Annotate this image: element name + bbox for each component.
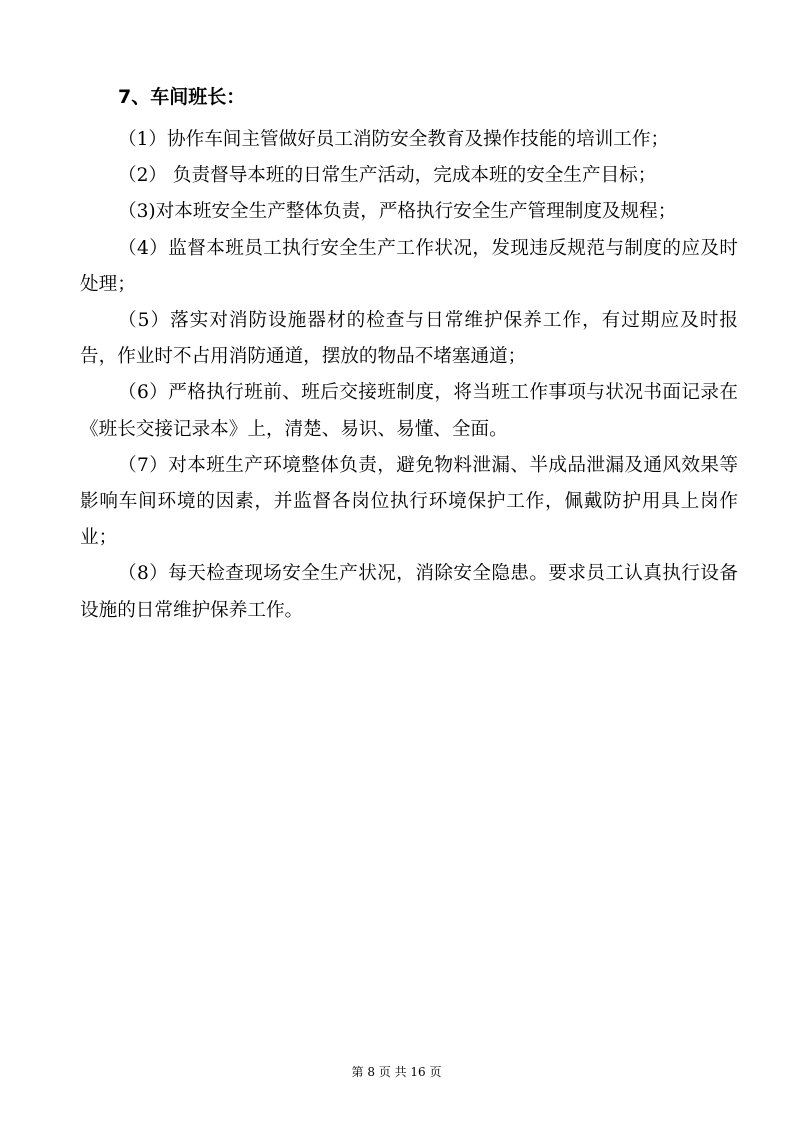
paragraph-7: （7）对本班生产环境整体负责，避免物料泄漏、半成品泄漏及通风效果等影响车间环境的因素，并监督各岗位执行环境保护工作，佩戴防护用具上岗作业；: [80, 454, 738, 549]
page-number-footer: 第 8 页 共 16 页: [351, 1065, 442, 1079]
paragraph-8: （8）每天检查现场安全生产状况，消除安全隐患。要求员工认真执行设备设施的日常维护保养工作。: [80, 563, 738, 621]
section-heading: 7、车间班长：: [118, 86, 246, 108]
document-body: [80, 84, 738, 629]
paragraph-4: （4）监督本班员工执行安全生产工作状况，发现违反规范与制度的应及时处理；: [80, 237, 738, 295]
paragraph-6: （6）严格执行班前、班后交接班制度，将当班工作事项与状况书面记录在《班长交接记录本》上，清楚、易识、易懂、全面。: [80, 382, 738, 440]
paragraph-1: （1）协作车间主管做好员工消防安全教育及操作技能的培训工作；: [118, 129, 670, 150]
paragraph-5: （5）落实对消防设施器材的检查与日常维护保养工作，有过期应及时报告，作业时不占用消防通道，摆放的物品不堵塞通道；: [80, 310, 738, 368]
paragraph-3: （3)对本班安全生产整体负责，严格执行安全生产管理制度及规程；: [118, 201, 677, 223]
paragraph-2: （2） 负责督导本班的日常生产活动，完成本班的安全生产目标；: [118, 165, 657, 187]
